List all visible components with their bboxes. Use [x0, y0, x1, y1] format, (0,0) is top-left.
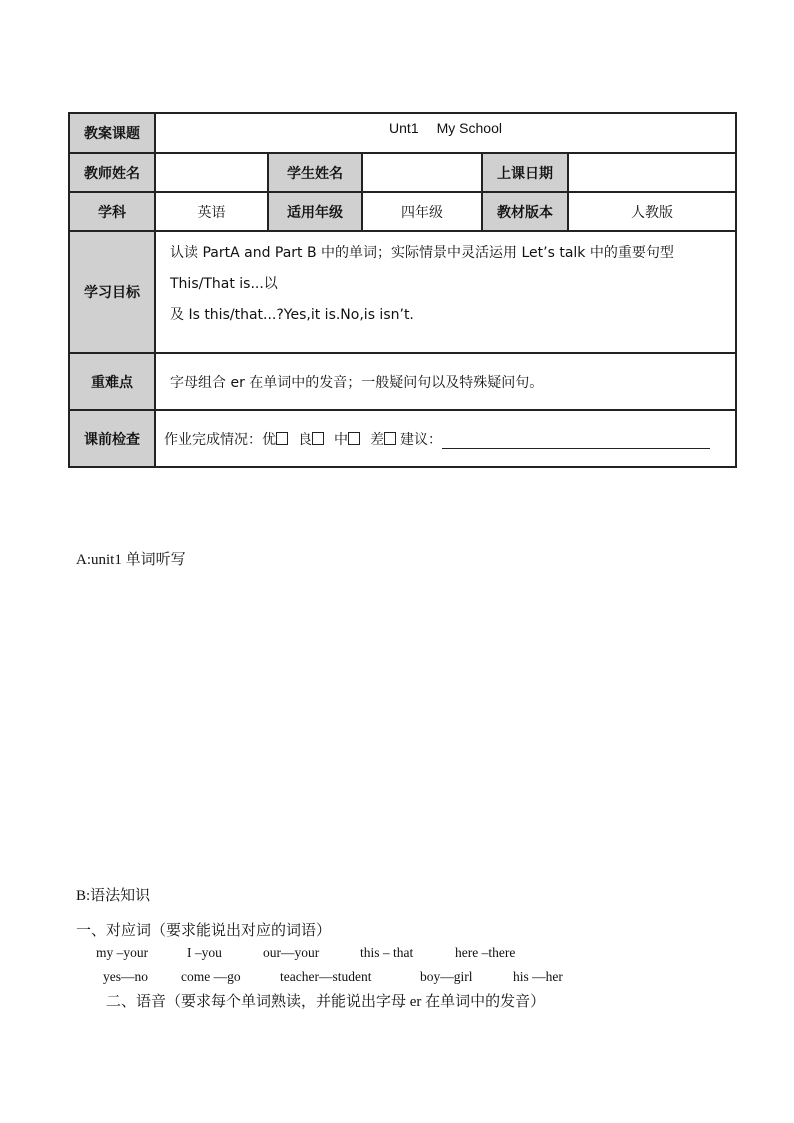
check-value [155, 410, 736, 467]
pair-item: boy—girl [420, 969, 473, 984]
part1-title: 一、对应词（要求能说出对应的词语） [76, 923, 332, 939]
suggest-label: 建议： [400, 431, 442, 448]
section-a-heading: A:unit1 单词听写 [76, 552, 186, 568]
difficulty-label: 重难点 [69, 353, 155, 410]
check-label: 课前检查 [69, 410, 155, 467]
opt-medium-label: 中 [334, 431, 348, 448]
subject-label: 学科 [69, 192, 155, 231]
edition-value: 人教版 [568, 192, 736, 231]
opt-excellent-label: 优 [262, 431, 276, 448]
teacher-value[interactable] [155, 153, 268, 192]
pair-item: my –your [96, 945, 149, 960]
pairs-row-1 [0, 945, 794, 965]
date-value[interactable] [568, 153, 736, 192]
good-checkbox[interactable] [312, 432, 324, 445]
difficulty-value: 字母组合 er 在单词中的发音；一般疑问句以及特殊疑问句。 [155, 353, 736, 410]
grade-label: 适用年级 [268, 192, 362, 231]
topic-title: My School [436, 120, 502, 136]
lesson-info-table [68, 112, 737, 468]
goal-value [155, 231, 736, 353]
medium-checkbox[interactable] [348, 432, 360, 445]
goal-label: 学习目标 [69, 231, 155, 353]
pair-item: our—your [263, 945, 320, 960]
edition-label: 教材版本 [482, 192, 568, 231]
grade-value: 四年级 [362, 192, 482, 231]
subject-value: 英语 [155, 192, 268, 231]
suggest-line[interactable] [442, 434, 710, 449]
check-prefix: 作业完成情况： [164, 431, 262, 448]
opt-poor-label: 差 [370, 431, 384, 448]
topic-value [155, 113, 736, 153]
goal-line-1: 认读 PartA and Part B 中的单词；实际情景中灵活运用 Let’s talk 中的重要句型 This/That is...以 [170, 245, 674, 292]
pair-item: yes—no [103, 969, 148, 984]
pairs-row-2 [0, 969, 794, 989]
pair-item: teacher—student [280, 969, 372, 984]
student-label: 学生姓名 [268, 153, 362, 192]
goal-line-2: 及 Is this/that...?Yes,it is.No,is isn’t. [170, 307, 414, 323]
poor-checkbox[interactable] [384, 432, 396, 445]
topic-label: 教案课题 [69, 113, 155, 153]
excellent-checkbox[interactable] [276, 432, 288, 445]
teacher-label: 教师姓名 [69, 153, 155, 192]
date-label: 上课日期 [482, 153, 568, 192]
pair-item: come —go [181, 969, 241, 984]
opt-good-label: 良 [298, 431, 312, 448]
part2-title: 二、语音（要求每个单词熟读，并能说出字母 er 在单词中的发音） [106, 994, 546, 1010]
section-b-heading: B:语法知识 [76, 888, 151, 904]
topic-unit: Unt1 [389, 120, 419, 136]
student-value[interactable] [362, 153, 482, 192]
pair-item: his —her [513, 969, 563, 984]
pair-item: I –you [187, 945, 222, 960]
pair-item: this – that [360, 945, 414, 960]
pair-item: here –there [455, 945, 516, 960]
